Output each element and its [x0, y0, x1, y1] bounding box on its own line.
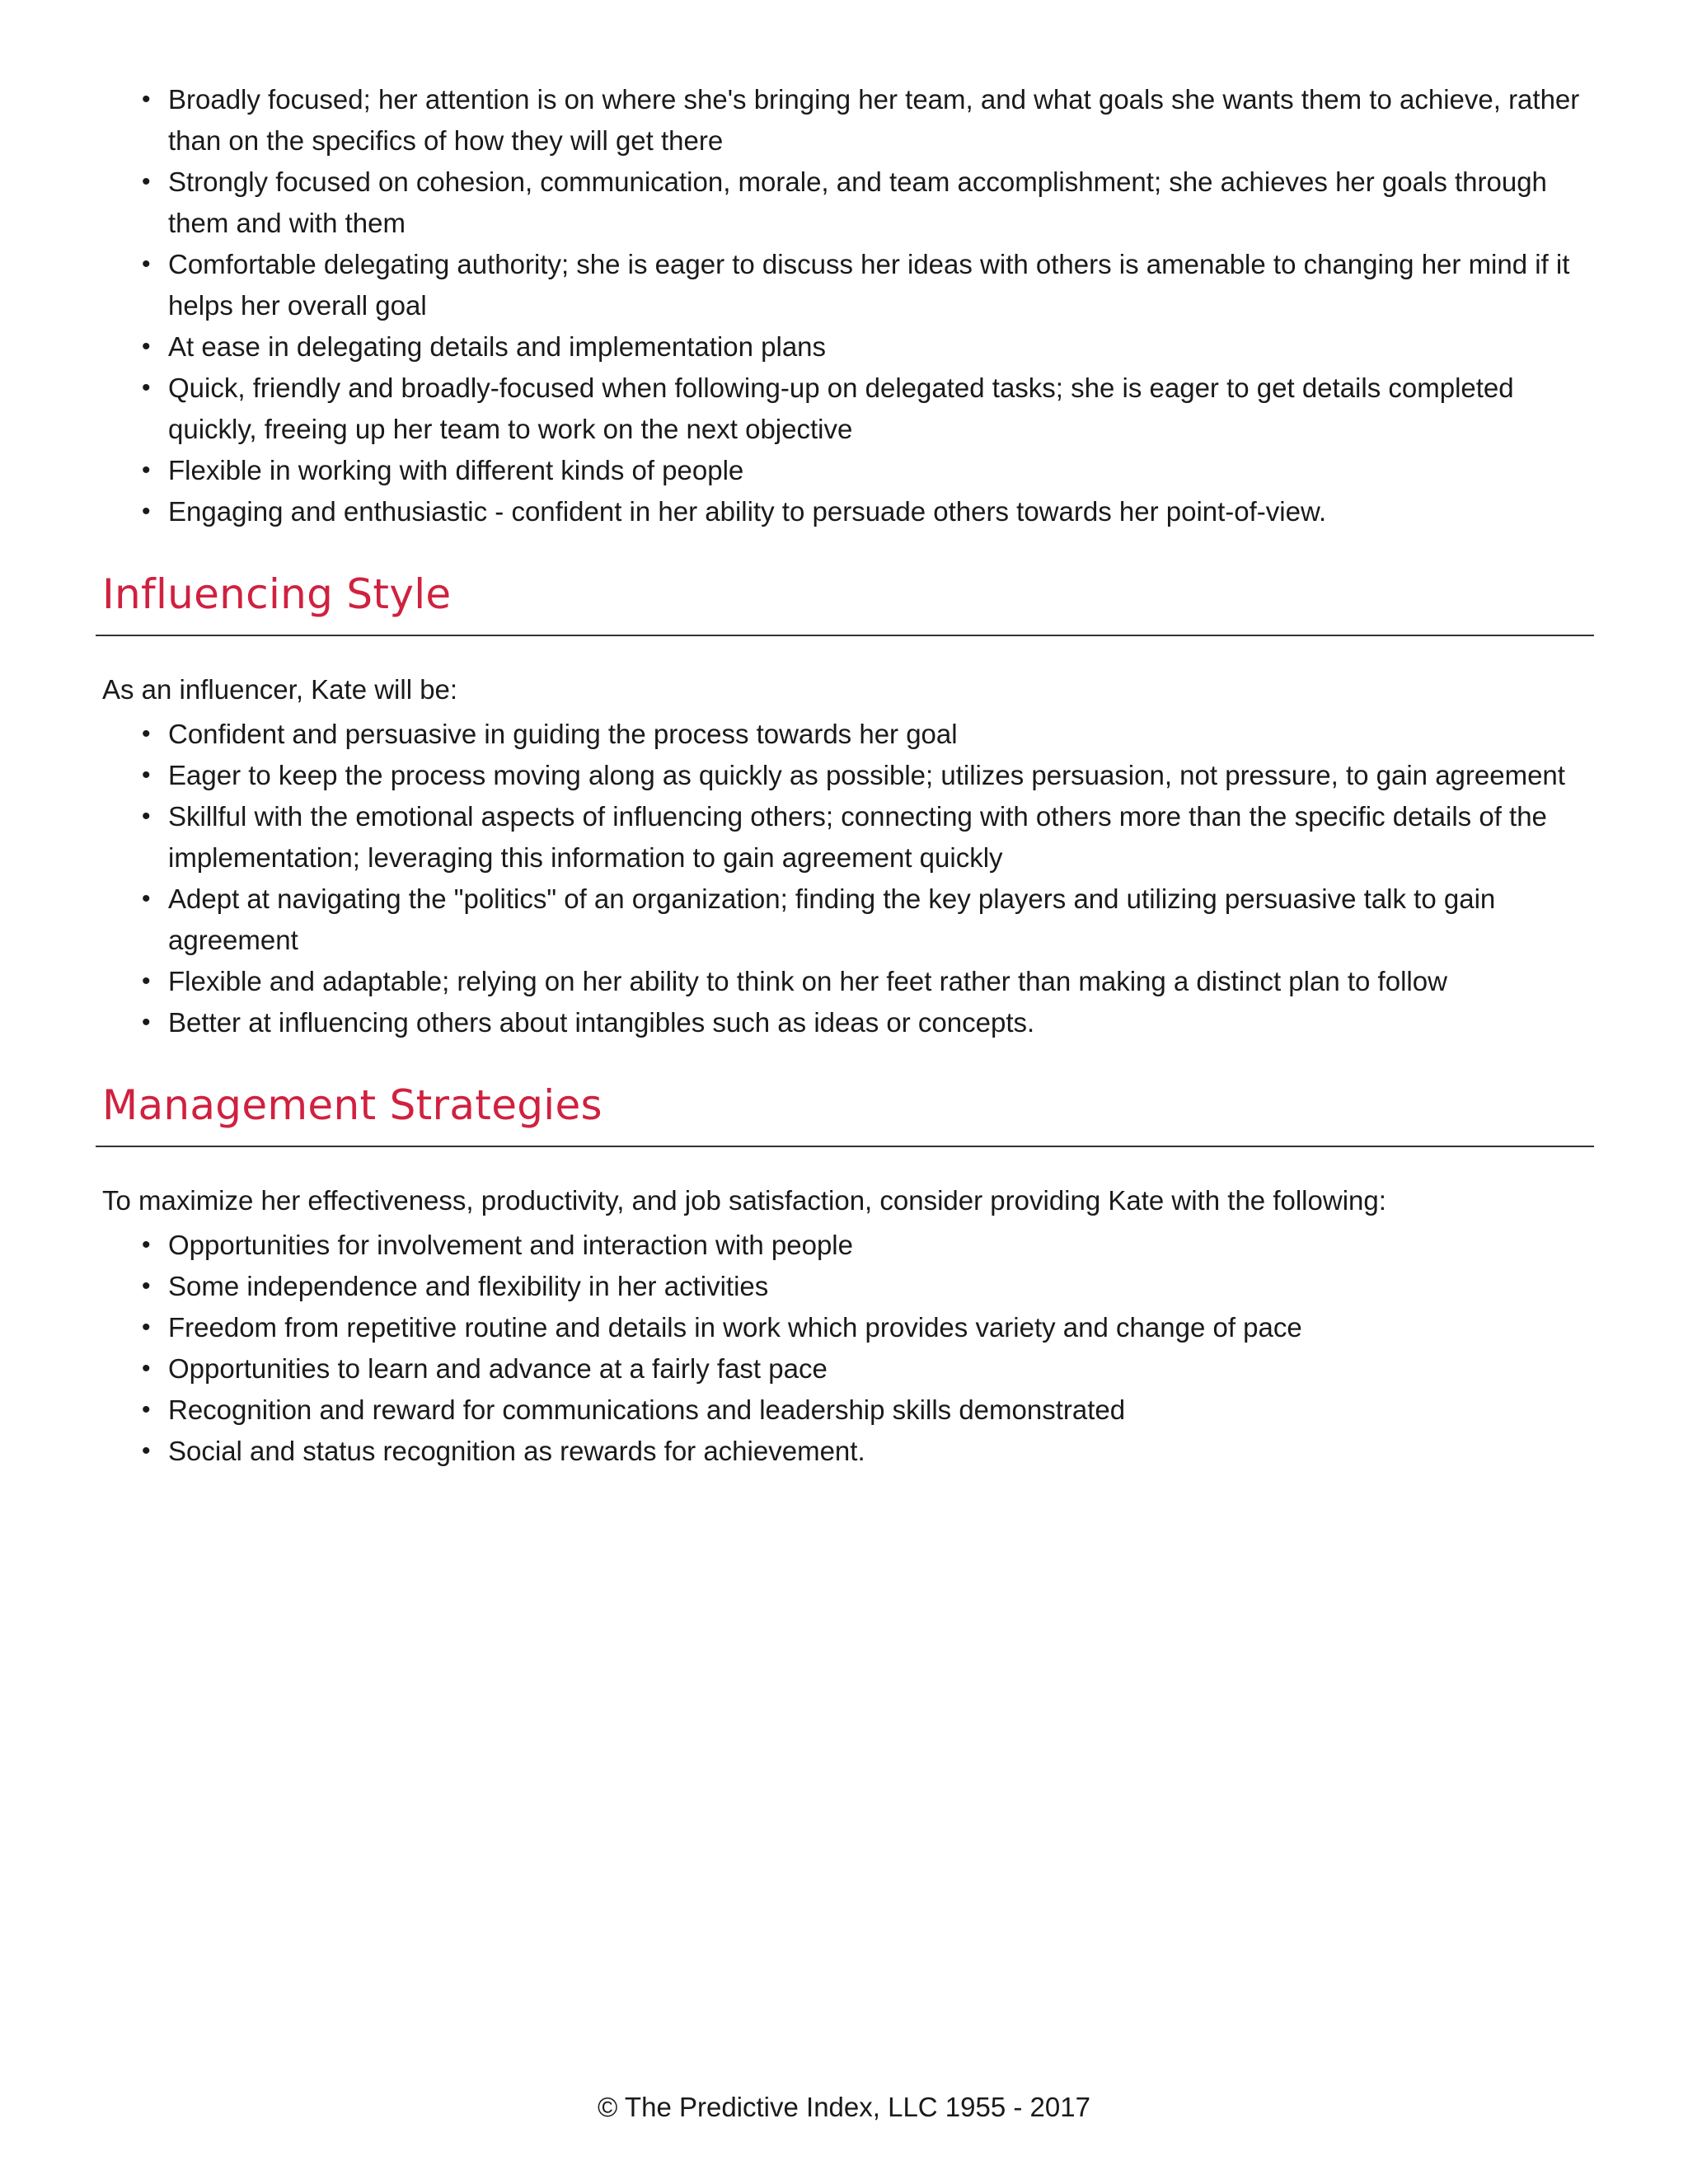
influencing-list — [102, 714, 1594, 1043]
list-item: • Eager to keep the process moving along as quickly as possible; utilizes persuasion, not pressure, to gain agreement — [168, 755, 1594, 796]
list-item: • Better at influencing others about intangibles such as ideas or concepts. — [168, 1002, 1594, 1043]
section-divider — [96, 1146, 1594, 1147]
list-item: • Flexible and adaptable; relying on her ability to think on her feet rather than making a distinct plan to follow — [168, 961, 1594, 1002]
leadership-traits-list — [102, 79, 1594, 532]
list-item: • Opportunities for involvement and interaction with people — [168, 1225, 1594, 1266]
influencing-intro: As an influencer, Kate will be: — [102, 674, 458, 705]
list-item: • Social and status recognition as rewards for achievement. — [168, 1431, 1594, 1472]
list-item: • Adept at navigating the "politics" of an organization; finding the key players and utilizing persuasive talk to gain agreement — [168, 879, 1594, 961]
list-item: • Comfortable delegating authority; she is eager to discuss her ideas with others is amenable to changing her mind if it helps her overall goal — [168, 244, 1594, 326]
list-item: • Confident and persuasive in guiding the process towards her goal — [168, 714, 1594, 755]
management-strategies-section — [102, 1080, 1594, 1472]
list-item: • Skillful with the emotional aspects of influencing others; connecting with others more than the specific details of the implementation; leveraging this information to gain agreement quickly — [168, 796, 1594, 879]
list-item: • Some independence and flexibility in her activities — [168, 1266, 1594, 1307]
list-item: • Freedom from repetitive routine and details in work which provides variety and change of pace — [168, 1307, 1594, 1348]
management-list — [102, 1225, 1594, 1472]
list-item: • Broadly focused; her attention is on where she's bringing her team, and what goals she wants them to achieve, rather than on the specifics of how they will get there — [168, 79, 1594, 162]
copyright-footer: © The Predictive Index, LLC 1955 - 2017 — [598, 2092, 1090, 2122]
list-item: • Opportunities to learn and advance at a fairly fast pace — [168, 1348, 1594, 1390]
section-title-management-strategies: Management Strategies — [102, 1081, 603, 1129]
page-content — [102, 79, 1594, 1472]
list-item: • Recognition and reward for communications and leadership skills demonstrated — [168, 1390, 1594, 1431]
list-item: • Engaging and enthusiastic - confident in her ability to persuade others towards her point-of-view. — [168, 491, 1594, 532]
list-item: • Flexible in working with different kinds of people — [168, 450, 1594, 491]
influencing-style-section — [102, 569, 1594, 1043]
section-title-influencing-style: Influencing Style — [102, 570, 452, 618]
list-item: • At ease in delegating details and implementation plans — [168, 326, 1594, 368]
management-intro: To maximize her effectiveness, productivity, and job satisfaction, consider providing Kate with the following: — [102, 1185, 1386, 1216]
list-item: • Quick, friendly and broadly-focused when following-up on delegated tasks; she is eager to get details completed quickly, freeing up her team to work on the next objective — [168, 368, 1594, 450]
section-divider — [96, 635, 1594, 636]
list-item: • Strongly focused on cohesion, communication, morale, and team accomplishment; she achieves her goals through them and with them — [168, 162, 1594, 244]
